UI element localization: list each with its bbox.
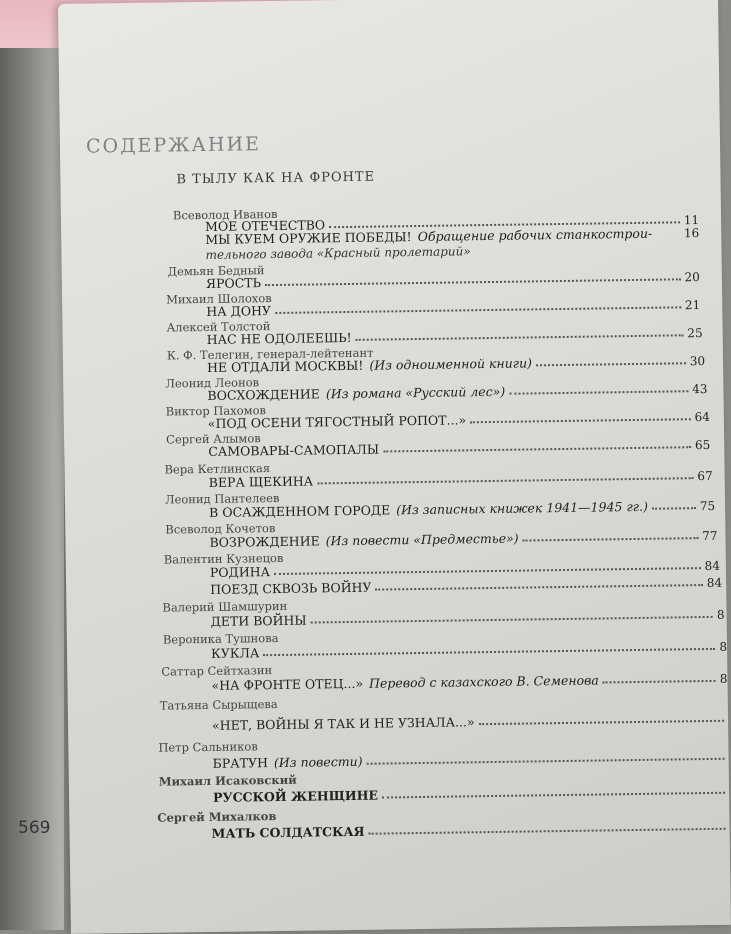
entry-note: (Из повести «Предместье») xyxy=(325,530,519,549)
entry-author: Сергей Михалков xyxy=(157,809,277,825)
entry-page: 67 xyxy=(697,468,713,484)
book-page xyxy=(58,0,731,934)
toc-entry xyxy=(69,803,729,841)
leader-dots xyxy=(356,333,684,341)
entry-author: Леонид Леонов xyxy=(165,375,260,391)
entry-page: 11 xyxy=(683,213,700,228)
entry-title: ЯРОСТЬ xyxy=(205,275,262,291)
entry-page: 77 xyxy=(702,528,718,544)
entry-page: 21 xyxy=(684,298,701,313)
leader-dots xyxy=(274,566,701,575)
entry-author: К. Ф. Телегин, генерал-лейтенант xyxy=(166,345,374,363)
entry-page: 8 xyxy=(716,607,725,622)
entry-title: В ОСАЖДЕННОМ ГОРОДЕ xyxy=(209,502,391,520)
entry-title: РОДИНА xyxy=(209,564,271,580)
leader-dots xyxy=(367,757,725,765)
entry-page: 43 xyxy=(692,381,708,397)
entry-title: МОЕ ОТЕЧЕСТВО xyxy=(205,217,326,234)
entry-author: Саттар Сейтхазин xyxy=(161,663,273,679)
entry-title: КУКЛА xyxy=(210,645,260,661)
entry-page: 75 xyxy=(699,498,716,514)
section-title: В ТЫЛУ КАК НА ФРОНТЕ xyxy=(176,169,376,188)
entry-note: (Из записных книжек 1941—1945 гг.) xyxy=(396,498,649,518)
entry-title-line xyxy=(211,671,727,693)
entry-page: 65 xyxy=(694,437,711,453)
entry-page: 84 xyxy=(706,575,723,590)
book-spine-shadow xyxy=(0,0,64,930)
entry-title: МАТЬ СОЛДАТСКАЯ xyxy=(211,823,365,841)
entry-author: Всеволод Иванов xyxy=(172,206,278,223)
entry-title: САМОВАРЫ-САМОПАЛЫ xyxy=(208,441,380,459)
entry-title-line xyxy=(212,711,728,733)
entry-author: Вера Кетлинская xyxy=(164,461,271,477)
leader-dots xyxy=(263,647,715,656)
entry-title-line xyxy=(213,749,729,771)
entry-title-line xyxy=(209,498,715,520)
entry-page: 64 xyxy=(694,409,710,425)
entry-author: Вероника Тушнова xyxy=(162,630,279,647)
entry-title-line xyxy=(207,325,703,347)
entry-page: 20 xyxy=(684,270,700,285)
entry-author: Демьян Бедный xyxy=(167,263,265,279)
entry-title-line xyxy=(206,269,700,291)
entry-page: 84 xyxy=(704,558,721,574)
entry-author: Всеволод Кочетов xyxy=(165,521,276,537)
entry-note: (Из повести) xyxy=(273,753,363,771)
entry-title: НАС НЕ ОДОЛЕЕШЬ! xyxy=(206,329,352,347)
leader-dots xyxy=(652,506,696,510)
leader-dots xyxy=(265,277,681,286)
entry-title-line xyxy=(211,819,729,841)
toc-entry xyxy=(68,691,728,733)
leader-dots xyxy=(275,305,681,314)
table-of-contents xyxy=(58,0,731,934)
entry-title: ПОЕЗД СКВОЗЬ ВОЙНУ xyxy=(210,579,372,597)
leader-dots xyxy=(509,389,688,394)
entry-author: Валентин Кузнецов xyxy=(163,550,284,567)
entry-title: ДЕТИ ВОЙНЫ xyxy=(210,612,307,629)
contents-heading: СОДЕРЖАНИЕ xyxy=(85,133,262,158)
entry-author: Алексей Толстой xyxy=(166,319,271,335)
entry-page: 8 xyxy=(719,671,728,686)
leader-dots xyxy=(536,361,686,366)
entry-author: Виктор Пахомов xyxy=(165,403,267,419)
leader-dots xyxy=(479,719,725,725)
entry-title: «НА ФРОНТЕ ОТЕЦ...» xyxy=(211,675,364,693)
leader-dots xyxy=(369,827,726,835)
entry-title: МЫ КУЕМ ОРУЖИЕ ПОБЕДЫ! xyxy=(205,229,412,247)
entry-note: (Из одноименной книги) xyxy=(369,355,533,373)
entry-title: НА ДОНУ xyxy=(206,303,272,319)
entry-note-continued: тельного завода «Красный пролетарий» xyxy=(205,244,471,262)
entry-note: Перевод с казахского В. Семенова xyxy=(368,672,599,691)
entry-title-line xyxy=(208,437,710,459)
entry-title: ВОСХОЖДЕНИЕ xyxy=(207,386,320,403)
entry-author: Леонид Пантелеев xyxy=(164,490,280,507)
entry-title: БРАТУН xyxy=(212,755,269,771)
leader-space xyxy=(656,235,680,236)
entry-author: Петр Сальников xyxy=(158,739,258,755)
entry-page: 30 xyxy=(689,354,706,369)
entry-title: «ПОД ОСЕНИ ТЯГОСТНЫЙ РОПОТ...» xyxy=(207,412,467,431)
entry-author: Михаил Шолохов xyxy=(166,291,272,307)
entry-title-line xyxy=(208,409,710,431)
entry-title-line xyxy=(206,297,700,319)
entry-author: Михаил Исаковский xyxy=(158,772,297,789)
entry-title-line xyxy=(209,528,717,550)
entry-title-line xyxy=(209,468,713,490)
leader-dots xyxy=(523,536,699,541)
entry-title: НЕ ОТДАЛИ МОСКВЫ! xyxy=(206,357,364,375)
leader-dots xyxy=(317,476,693,484)
entry-page: 16 xyxy=(683,226,700,241)
leader-dots xyxy=(382,791,725,799)
entry-note: (Из романа «Русский лес») xyxy=(325,383,506,402)
leader-dots xyxy=(383,445,691,452)
entry-title: «НЕТ, ВОЙНЫ Я ТАК И НЕ УЗНАЛА...» xyxy=(211,714,475,733)
toc-entry xyxy=(68,733,728,771)
page-number: 569 xyxy=(18,818,51,838)
entry-author: Валерий Шамшурин xyxy=(162,598,288,615)
leader-dots xyxy=(376,583,703,591)
entry-page: 25 xyxy=(687,326,703,341)
leader-dots xyxy=(470,417,690,423)
entry-title-line xyxy=(211,639,727,661)
entry-author: Сергей Алымов xyxy=(165,431,261,447)
entry-title-line xyxy=(207,381,707,403)
leader-dots xyxy=(603,679,716,684)
entry-author: Татьяна Сырыщева xyxy=(159,697,278,713)
leader-dots xyxy=(311,615,713,624)
entry-note: Обращение рабочих станкострои- xyxy=(417,225,653,245)
entry-title: ВЕРА ЩЕКИНА xyxy=(208,473,314,490)
entry-title-line xyxy=(211,607,725,629)
entry-title: ВОЗРОЖДЕНИЕ xyxy=(209,533,320,550)
entry-title: РУССКОЙ ЖЕНЩИНЕ xyxy=(212,787,379,805)
entry-page: 8 xyxy=(719,639,728,654)
